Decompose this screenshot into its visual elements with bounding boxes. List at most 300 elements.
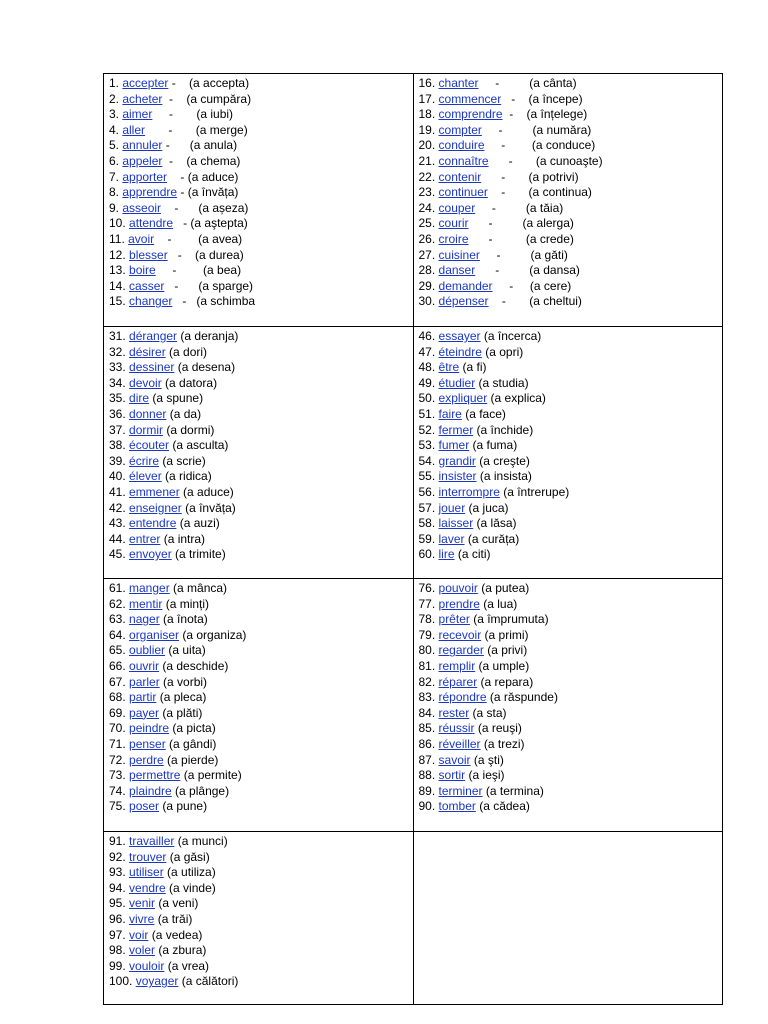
verb-link[interactable]: commencer [438,91,502,106]
verb-link[interactable]: dire [129,391,150,406]
entry-number: 15. [109,294,130,309]
verb-entry [419,423,719,439]
verb-entry [419,643,719,659]
verb-entry [419,768,719,784]
verb-link[interactable]: désirer [129,344,166,359]
verb-link[interactable]: plaindre [129,783,172,798]
verb-entry [419,248,719,264]
entry-number: 13. [109,263,130,278]
verb-link[interactable]: remplir [438,658,476,673]
verb-link[interactable]: écrire [129,453,160,468]
translation-text: (a găsi) [166,849,210,864]
verb-link[interactable]: attendre [129,216,174,231]
entry-number: 47. [418,344,439,359]
entry-number: 2. [109,91,123,106]
translation-text: (a sta) [469,705,507,720]
verb-link[interactable]: tomber [438,799,476,814]
verb-entry [109,107,409,123]
translation-text: (a şti) [470,752,504,767]
verb-entry [419,485,719,501]
verb-link[interactable]: apporter [122,169,168,184]
verb-entry [419,294,719,310]
verb-entry [419,547,719,563]
verb-link[interactable]: manger [129,581,170,595]
verb-link[interactable]: utiliser [129,865,164,880]
entry-number: 74. [109,783,130,798]
verb-entry [419,532,719,548]
verb-link[interactable]: vendre [129,880,166,895]
verb-link[interactable]: entendre [129,516,177,531]
translation-text: - (a avea) [154,231,243,246]
entry-number: 22. [418,169,439,184]
entry-number: 52. [418,422,439,437]
verb-entry [109,865,409,881]
verb-entry [109,92,409,108]
verb-entry [109,423,409,439]
verb-link[interactable]: continuer [438,185,488,200]
entry-number: 51. [418,406,439,421]
verb-link[interactable]: cuisiner [438,247,480,262]
verb-entry [419,407,719,423]
translation-text: (a vinde) [165,880,216,895]
entry-number: 100. [109,974,136,989]
entry-number: 11. [109,231,129,246]
entry-number: 80. [418,643,439,658]
entry-number: 60. [418,547,439,562]
verb-entry [109,581,409,597]
translation-text: (a deschide) [159,658,229,673]
entry-number: 39. [109,453,130,468]
verb-link[interactable]: aller [122,122,146,137]
entry-number: 99. [109,958,130,973]
verb-link[interactable]: emmener [129,484,180,499]
verb-link[interactable]: être [438,360,460,375]
verb-entry [109,896,409,912]
translation-text: - (a cânta) [478,76,577,90]
verb-link[interactable]: donner [129,406,167,421]
entry-number: 10. [109,216,130,231]
verb-link[interactable]: dessiner [129,360,175,375]
verb-link[interactable]: voler [129,943,156,958]
verb-entry [109,768,409,784]
translation-text: (a deranja) [177,329,239,343]
verb-link[interactable]: casser [129,278,165,293]
verb-link[interactable]: accepter [122,76,169,90]
verb-entry [109,216,409,232]
verb-link[interactable]: grandir [438,453,476,468]
verb-link[interactable]: appeler [122,153,163,168]
verb-entry [109,76,409,92]
verb-link[interactable]: éteindre [438,344,482,359]
verb-entry [109,690,409,706]
verb-entry [109,547,409,563]
translation-text: (a curăța) [464,531,520,546]
verb-link[interactable]: expliquer [438,391,488,406]
translation-text: (a fi) [459,360,487,375]
entry-number: 18. [418,107,439,122]
verb-link[interactable]: annuler [122,138,163,153]
translation-text: (a insista) [476,469,532,484]
entry-number: 7. [109,169,123,184]
verb-entry [419,279,719,295]
verb-link[interactable]: réussir [438,721,475,736]
verb-entry [109,516,409,532]
entry-number: 59. [418,531,439,546]
verb-entry [419,469,719,485]
verb-link[interactable]: interrompre [438,484,500,499]
entry-number: 44. [109,531,130,546]
verb-link[interactable]: devoir [129,375,162,390]
entry-number: 86. [418,736,439,751]
entry-number: 98. [109,943,130,958]
verb-entry [419,675,719,691]
translation-text: - (a chema) [162,153,241,168]
verb-link[interactable]: partir [129,690,157,705]
entry-number: 85. [418,721,439,736]
translation-text: - (a așeza) [161,200,249,215]
translation-text: (a vorbi) [159,674,208,689]
verb-link[interactable]: fumer [438,438,470,453]
verb-link[interactable]: perdre [129,752,164,767]
verb-entry [109,185,409,201]
verb-link[interactable]: chanter [438,76,479,90]
verb-link[interactable]: prêter [438,612,470,627]
verb-cell [104,832,414,1005]
translation-text: - (a alerga) [468,216,574,231]
translation-text: (a privi) [483,643,528,658]
entry-number: 46. [418,329,439,343]
verb-entry [109,753,409,769]
translation-text: - (a înțelege) [502,107,588,122]
verb-link[interactable]: voyager [135,974,179,989]
verb-link[interactable]: demander [438,278,493,293]
verb-link[interactable]: venir [129,896,156,911]
entry-number: 36. [109,406,130,421]
entry-number: 12. [109,247,130,262]
translation-text: (a explica) [487,391,546,406]
translation-text: (a auzi) [176,516,220,531]
verb-link[interactable]: étudier [438,375,476,390]
verb-link[interactable]: insister [438,469,477,484]
translation-text: (a încerca) [480,329,542,343]
verb-link[interactable]: comprendre [438,107,503,122]
verb-link[interactable]: envoyer [129,547,172,562]
verb-entry [419,76,719,92]
translation-text: (a gândi) [165,736,217,751]
verb-link[interactable]: penser [129,736,166,751]
entry-number: 82. [418,674,439,689]
entry-number: 63. [109,612,130,627]
verb-link[interactable]: croire [438,231,469,246]
translation-text: (a întrerupe) [499,484,570,499]
verb-link[interactable]: permettre [129,768,181,783]
verb-entry [419,360,719,376]
verb-link[interactable]: dépenser [438,294,489,309]
entry-number: 49. [418,375,439,390]
verb-link[interactable]: acheter [122,91,163,106]
verb-entry [109,628,409,644]
entry-number: 62. [109,596,130,611]
verb-link[interactable]: prendre [438,596,480,611]
translation-text: - (a durea) [167,247,244,262]
verb-entry [109,834,409,850]
verb-entry [419,201,719,217]
translation-text: (a ridica) [161,469,212,484]
entry-number: 78. [418,612,439,627]
verb-link[interactable]: blesser [129,247,168,262]
verb-link[interactable]: couper [438,200,476,215]
entry-number: 3. [109,107,123,122]
translation-text: (a veni) [155,896,199,911]
entry-number: 64. [109,627,130,642]
verb-link[interactable]: dormir [129,422,164,437]
verb-entry [419,612,719,628]
translation-text: (a aduce) [179,484,234,499]
verb-entry [109,912,409,928]
verb-link[interactable]: apprendre [122,185,178,200]
entry-number: 58. [418,516,439,531]
entry-number: 67. [109,674,130,689]
verb-link[interactable]: répondre [438,690,487,705]
verb-link[interactable]: regarder [438,643,484,658]
translation-text: (a înota) [159,612,208,627]
translation-text: - (a tăia) [475,200,564,215]
verb-entry [419,706,719,722]
verb-entry [419,438,719,454]
entry-number: 75. [109,799,130,814]
verb-link[interactable]: vouloir [129,958,165,973]
verb-entry [109,138,409,154]
verb-link[interactable]: trouver [129,849,167,864]
translation-text: (a trăi) [154,911,193,926]
translation-text: (a lua) [479,596,518,611]
translation-text: (a învăța) [181,500,236,515]
verb-link[interactable]: connaître [438,153,489,168]
entry-number: 4. [109,122,123,137]
verb-link[interactable]: travailler [129,834,175,848]
translation-text: - (a potrivi) [481,169,579,184]
verb-entry [109,376,409,392]
entry-number: 61. [109,581,130,595]
verb-entry [419,628,719,644]
verb-link[interactable]: enseigner [129,500,182,515]
verb-entry [109,799,409,815]
translation-text: (a umple) [475,658,530,673]
verb-link[interactable]: nager [129,612,160,627]
verb-entry [419,454,719,470]
verb-link[interactable]: payer [129,705,160,720]
entry-number: 57. [418,500,439,515]
verb-link[interactable]: peindre [129,721,170,736]
verb-entry [109,928,409,944]
entry-number: 31. [109,329,130,343]
translation-text: (a fuma) [469,438,518,453]
verb-link[interactable]: essayer [438,329,481,343]
entry-number: 43. [109,516,130,531]
translation-text: (a pleca) [156,690,207,705]
verb-link[interactable]: faire [438,406,462,421]
verb-link[interactable]: poser [129,799,160,814]
translation-text: - (a bea) [155,263,242,278]
translation-text: (a călători) [178,974,239,989]
verb-entry [419,516,719,532]
translation-text: (a uita) [165,643,206,658]
verb-cell [413,579,723,832]
entry-number: 45. [109,547,130,562]
verb-entry [419,232,719,248]
entry-number: 71. [109,736,130,751]
verb-entry [419,170,719,186]
translation-text: (a plânge) [171,783,230,798]
verb-entry [419,376,719,392]
verb-link[interactable]: élever [129,469,162,484]
verb-link[interactable]: savoir [438,752,471,767]
verb-entry [109,784,409,800]
translation-text: - (a cheltui) [488,294,582,309]
translation-text: - (a cere) [492,278,572,293]
verb-entry [109,532,409,548]
translation-text: (a răspunde) [486,690,558,705]
verb-link[interactable]: terminer [438,783,483,798]
entry-number: 55. [418,469,439,484]
verb-cell [413,327,723,579]
verb-entry [419,753,719,769]
verb-link[interactable]: asseoir [122,200,162,215]
verb-link[interactable]: boire [129,263,156,278]
verb-entry [109,959,409,975]
entry-number: 20. [418,138,439,153]
verb-link[interactable]: voir [129,927,149,942]
entry-number: 54. [418,453,439,468]
verb-entry [109,974,409,990]
entry-number: 32. [109,344,130,359]
entry-number: 30. [418,294,439,309]
verb-link[interactable]: fermer [438,422,474,437]
translation-text: (a organiza) [179,627,247,642]
verb-link[interactable]: organiser [129,627,180,642]
verb-link[interactable]: rester [438,705,470,720]
entry-number: 72. [109,752,130,767]
verb-entry [419,216,719,232]
translation-text: (a dori) [165,344,208,359]
translation-text: - (a conduce) [484,138,596,153]
verb-link[interactable]: mentir [129,596,163,611]
verb-link[interactable]: jouer [438,500,466,515]
translation-text: (a zbura) [155,943,207,958]
verb-link[interactable]: danser [438,263,476,278]
translation-text: - (a învăța) [177,185,239,200]
table-row [104,832,723,1005]
entry-number: 87. [418,752,439,767]
verb-link[interactable]: vivre [129,911,155,926]
translation-text: (a dormi) [163,422,215,437]
verb-entry [419,690,719,706]
verb-entry [419,784,719,800]
entry-number: 66. [109,658,130,673]
translation-text: - (a sparge) [164,278,254,293]
entry-number: 5. [109,138,123,153]
verb-entry [109,612,409,628]
verb-link[interactable]: laver [438,531,465,546]
verb-link[interactable]: compter [438,122,482,137]
verb-table [103,73,723,1005]
verb-entry [419,154,719,170]
translation-text: - (a accepta) [168,76,250,90]
translation-text: - (a anula) [162,138,238,153]
translation-text: - (a merge) [145,122,248,137]
translation-text: (a spune) [149,391,204,406]
translation-text: - (a începe) [501,91,583,106]
verb-link[interactable]: courir [438,216,469,231]
verb-link[interactable]: oublier [129,643,166,658]
translation-text: - (a schimba [172,294,256,309]
empty-cell [413,832,723,1005]
translation-text: (a munci) [174,834,228,848]
verb-link[interactable]: parler [129,674,160,689]
verb-entry [419,721,719,737]
entry-number: 38. [109,438,130,453]
entry-number: 97. [109,927,130,942]
verb-entry [419,345,719,361]
verb-link[interactable]: laisser [438,516,474,531]
verb-entry [419,107,719,123]
translation-text: (a asculta) [169,438,229,453]
verb-cell [104,579,414,832]
translation-text: - (a iubi) [152,107,234,122]
verb-link[interactable]: aimer [122,107,153,122]
entry-number: 73. [109,768,130,783]
verb-entry [419,597,719,613]
translation-text: (a împrumuta) [469,612,549,627]
entry-number: 83. [418,690,439,705]
verb-link[interactable]: réparer [438,674,478,689]
verb-entry [109,279,409,295]
verb-link[interactable]: sortir [438,768,466,783]
entry-number: 96. [109,911,130,926]
verb-entry [109,391,409,407]
translation-text: - (a cunoaşte) [488,153,603,168]
translation-text: (a primi) [481,627,529,642]
verb-link[interactable]: recevoir [438,627,482,642]
translation-text: (a utiliza) [163,865,216,880]
translation-text: (a picta) [169,721,216,736]
verb-link[interactable]: déranger [129,329,178,343]
verb-link[interactable]: ouvrir [129,658,160,673]
verb-link[interactable]: changer [129,294,173,309]
verb-link[interactable]: réveiller [438,736,481,751]
verb-link[interactable]: lire [438,547,455,562]
translation-text: - (a crede) [468,231,574,246]
entry-number: 88. [418,768,439,783]
translation-text: - (a număra) [481,122,592,137]
verb-link[interactable]: avoir [128,231,155,246]
verb-entry [109,850,409,866]
translation-text: (a creşte) [475,453,530,468]
entry-number: 27. [418,247,439,262]
verb-entry [109,454,409,470]
verb-entry [419,123,719,139]
verb-link[interactable]: conduire [438,138,485,153]
entry-number: 28. [418,263,439,278]
verb-link[interactable]: contenir [438,169,482,184]
verb-link[interactable]: écouter [129,438,170,453]
verb-link[interactable]: pouvoir [438,581,478,595]
translation-text: (a da) [166,406,202,421]
verb-link[interactable]: entrer [129,531,161,546]
verb-entry [109,659,409,675]
verb-entry [109,263,409,279]
translation-text: (a face) [461,406,506,421]
